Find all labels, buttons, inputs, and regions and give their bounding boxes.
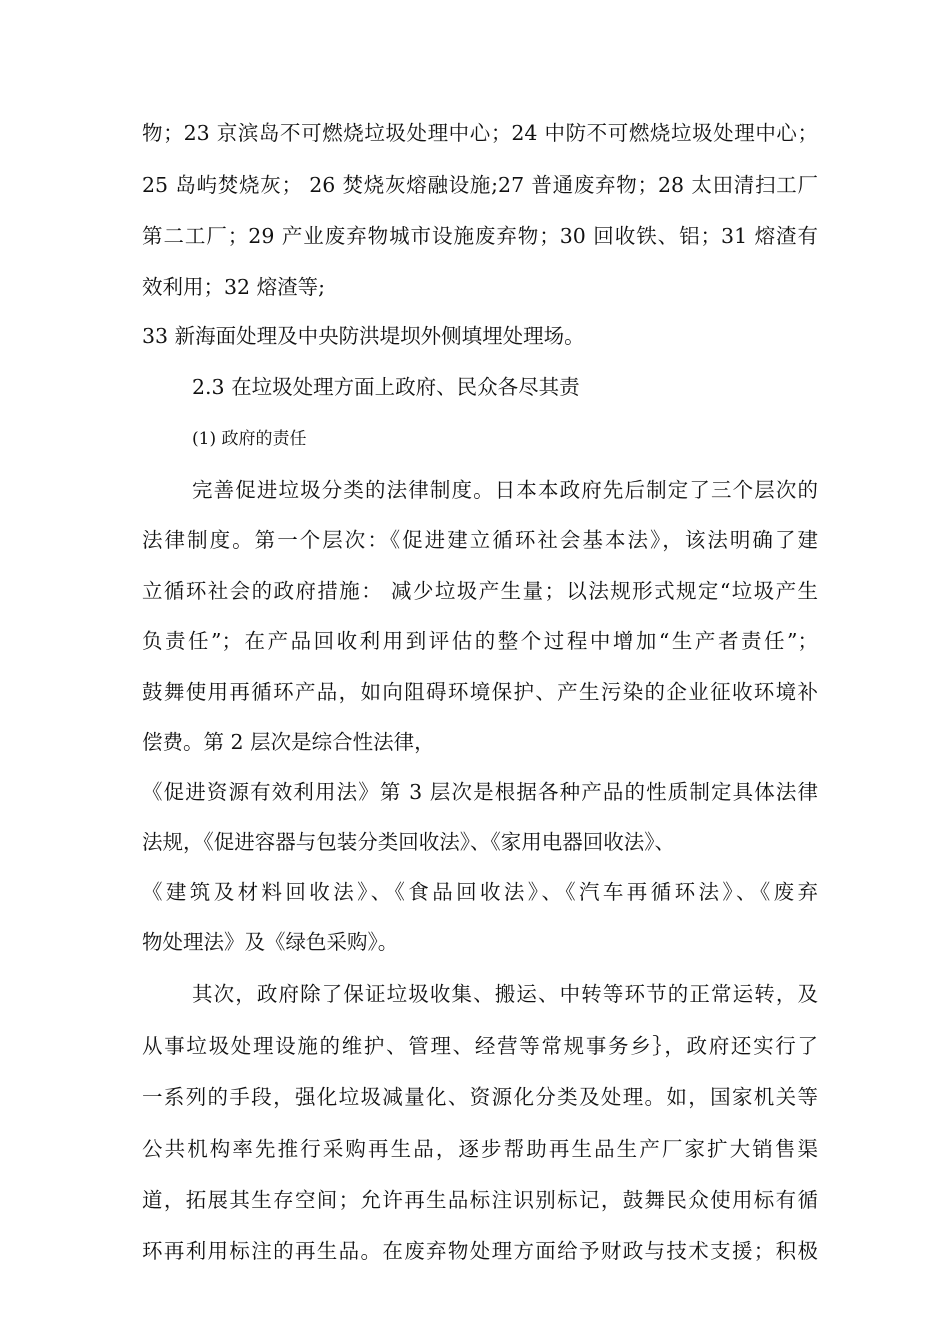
- text-line: 25 岛屿焚烧灰； 26 焚烧灰熔融设施;27 普通废弃物；28 太田清扫工厂: [142, 173, 818, 197]
- text-line: 偿费。第 2 层次是综合性法律，: [142, 730, 435, 754]
- text-line: 效利用；32 熔渣等;: [142, 275, 326, 299]
- text-line: 从事垃圾处理设施的维护、管理、经营等常规事务乡｝，政府还实行了: [142, 1034, 818, 1058]
- text-line: 法律制度。第一个层次：《促进建立循环社会基本法》，该法明确了建: [142, 528, 818, 552]
- subsection-heading: (1) 政府的责任: [192, 429, 307, 449]
- text-line: 完善促进垃圾分类的法律制度。日本本政府先后制定了三个层次的: [192, 478, 818, 502]
- text-line: 物；23 京滨岛不可燃烧垃圾处理中心；24 中防不可燃烧垃圾处理中心；: [142, 121, 818, 145]
- text-line: 环再利用标注的再生品。在废弃物处理方面给予财政与技术支援；积极: [142, 1239, 818, 1263]
- text-line: 公共机构率先推行采购再生品，逐步帮助再生品生产厂家扩大销售渠: [142, 1137, 818, 1161]
- text-line: 其次，政府除了保证垃圾收集、搬运、中转等环节的正常运转，及: [192, 982, 818, 1006]
- text-line: 《建筑及材料回收法》、《食品回收法》、《汽车再循环法》、《废弃: [142, 880, 818, 904]
- section-heading: 2.3 在垃圾处理方面上政府、民众各尽其责: [192, 375, 580, 399]
- text-line: 33 新海面处理及中央防洪堤坝外侧填埋处理场。: [142, 324, 585, 348]
- text-line: 法规，《促进容器与包装分类回收法》、《家用电器回收法》、: [142, 830, 675, 854]
- text-line: 负责任”；在产品回收利用到评估的整个过程中增加“生产者责任”；: [142, 629, 818, 653]
- text-line: 鼓舞使用再循环产品，如向阻碍环境保护、产生污染的企业征收环境补: [142, 680, 818, 704]
- text-line: 立循环社会的政府措施： 减少垃圾产生量；以法规形式规定“垃圾产生: [142, 579, 818, 603]
- text-line: 一系列的手段，强化垃圾减量化、资源化分类及处理。如，国家机关等: [142, 1085, 818, 1109]
- text-line: 道，拓展其生存空间；允许再生品标注识别标记，鼓舞民众使用标有循: [142, 1188, 818, 1212]
- text-line: 《促进资源有效利用法》第 3 层次是根据各种产品的性质制定具体法律: [142, 780, 818, 804]
- text-line: 第二工厂；29 产业废弃物城市设施废弃物；30 回收铁、铝；31 熔渣有: [142, 224, 818, 248]
- text-line: 物处理法》及《绿色采购》。: [142, 930, 399, 954]
